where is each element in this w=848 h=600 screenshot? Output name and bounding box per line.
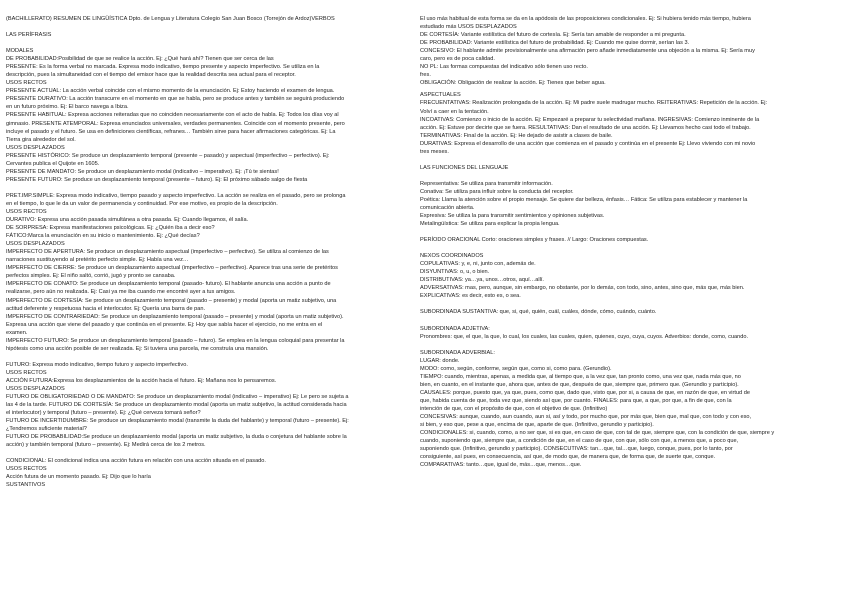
text-line: SUBORDINADA ADVERBIAL:	[420, 349, 495, 356]
text-line: Tierra gira alrededor del sol.	[6, 136, 76, 143]
text-line: cuando, suponiendo que, siempre que, a condición de que, en el caso de que, con que, sólo con que, a menos que, a poco que,	[420, 438, 739, 445]
text-section	[420, 349, 843, 470]
section-gap	[420, 341, 843, 349]
text-line: perfectos simples. Ej: El niño saltó, corrió, jugó y pronto se cansaba.	[6, 273, 176, 280]
text-line: NEXOS COORDINADOS	[420, 253, 484, 260]
text-line: bien, en cuanto, en el instante que, ahora que, antes de que, después de que, siempre que, primero que. (Gerundio y participio).	[420, 381, 739, 388]
text-line: El uso más habitual de esta forma se da en la apódosis de las proposiciones condicionales. Ej: Si hubiera tenido más tiempo, hubiera	[420, 16, 751, 22]
text-line: acción) y también temporal (futuro – presente). Ej: Medirá cerca de los 2 metros.	[6, 442, 206, 449]
text-line: consiguiente, así pues, en consecuencia, así que, de modo que, de manera que, de forma que, de suerte que, conque.	[420, 454, 716, 461]
text-line: DISYUNTIVAS: o, u, o bien.	[420, 269, 490, 276]
text-line: las 4 de la tarde. FUTURO DE CORTESÍA: Se produce un desplazamiento modal (aporta un matiz subjetivo, la actitud considerada hacia	[6, 402, 347, 409]
text-line: Expresa una acción que viene del pasado y que continúa en el presente. Ej: Hoy que sabía hacer el ejercicio, no me entra en el	[6, 321, 323, 328]
text-line: ACCIÓN FUTURA:Expresa los desplazamientos de la acción hacia el futuro. Ej: Mañana nos lo pensaremos.	[6, 377, 277, 384]
text-line: FÁTICO:Marca la enunciación en su inicio o mantenimiento. Ej: ¿Qué decías?	[6, 233, 200, 240]
text-line: Cervantes publica el Quijote en 1605.	[6, 160, 100, 167]
text-line: DURATIVO: Expresa una acción pasada simultánea a otra pasada. Ej: Cuando llegamos, él salía.	[6, 217, 249, 224]
section-gap	[420, 172, 843, 180]
text-line: FUTURO DE OBLIGATORIEDAD O DE MANDATO: Se produce un desplazamiento modal (indicativo – imperativo) Ej: Le pero se sujeta a	[6, 394, 349, 401]
text-line: USOS RECTOS	[6, 466, 47, 473]
section-gap	[6, 184, 419, 192]
text-line: Metalingüística: Se utiliza para explicar la propia lengua.	[420, 221, 560, 228]
text-line: Poética: Llama la atención sobre el propio mensaje. Se quiere dar belleza, énfasis… Fática: Se utiliza para establecer y mantener la	[420, 196, 748, 203]
text-line: LAS PERÍFRASIS	[6, 32, 52, 39]
text-section	[420, 15, 843, 87]
text-line: USOS DESPLAZADOS	[6, 241, 65, 248]
text-line: estudiado más USOS DESPLAZADOS	[420, 24, 517, 31]
text-section	[420, 164, 843, 172]
text-line: CAUSALES: porque, puesto que, ya que, pues, como que, dado que, visto que, por si, a causa de que, en razón de que, en virtud de	[420, 389, 750, 396]
section-gap	[420, 228, 843, 236]
text-line: IMPERFECTO DE CIERRE: Se produce un desplazamiento aspectual (imperfectivo – perfectivo). Aparece tras una serie de pretéritos	[6, 265, 338, 272]
text-line: tres meses.	[420, 148, 449, 155]
text-line: Pronombres: que, el que, la que, lo cual, los cuales, las cuales, quien, quienes, cuyo, cuya, cuyos. Adverbios: donde, como, cuando.	[420, 333, 749, 340]
text-section	[420, 236, 843, 244]
text-section	[6, 361, 419, 450]
text-line: actitud deferente y respetuosa hacia el interlocutor. Ej: Quería una barra de pan.	[6, 305, 206, 312]
text-section	[6, 47, 419, 184]
text-line: ¿Tendremos suficiente material?	[6, 426, 87, 433]
text-line: CONDICIONAL: El condicional indica una acción futura en relación con una acción situada en el pasado.	[6, 458, 266, 465]
text-line: MODO: como, según, conforme, según que, como si, como para. (Gerundio).	[420, 365, 612, 372]
text-line: PRESENTE: Es la forma verbal no marcada. Expresa modo indicativo, tiempo presente y aspecto imperfectivo. Se utiliza en la	[6, 64, 320, 71]
section-gap	[420, 156, 843, 164]
text-line: FRECUENTATIVAS: Realización prolongada de la acción. Ej: Mi padre suele madrugar mucho. REITERATIVAS: Repetición de la acción. Ej:	[420, 100, 768, 107]
text-line: comunicación abierta.	[420, 204, 475, 211]
text-line: DE SORPRESA: Expresa manifestaciones psicológicas. Ej: ¿Quién iba a decir eso?	[6, 225, 215, 232]
text-line: DISTRIBUTIVAS: ya…ya, unos…otros, aquí…allí.	[420, 277, 544, 284]
text-line: DE PROBABILIDAD:Posibilidad de que se realice la acción. Ej: ¿Qué hará ahí? Tienen que ser cerca de las	[6, 56, 274, 63]
text-line: examen.	[6, 329, 28, 336]
text-line: CONCESIVO: El hablante admite provisionalmente una afirmación pero añade inmediatamente una objeción a la misma. Ej: Sería muy	[420, 48, 755, 55]
text-line: realizarse, pero aún no realizada. Ej: Casi ya me iba cuando me encontré ayer a tus amigos.	[6, 289, 236, 296]
text-line: MODALES	[6, 48, 34, 55]
text-line: IMPERFECTO FUTURO: Se produce un desplazamiento temporal (pasado – futuro). Se emplea en la lengua coloquial para presentar la	[6, 337, 345, 344]
text-line: ASPECTUALES	[420, 92, 461, 99]
text-line: PRESENTE DE MANDATO: Se produce un desplazamiento modal (indicativo – imperativo). Ej: ¡Tú te sientas!	[6, 168, 279, 175]
text-section	[420, 180, 843, 228]
text-line: USOS RECTOS	[6, 80, 47, 87]
text-section	[6, 15, 419, 23]
text-line: IMPERFECTO DE CONTRARIEDAD: Se produce un desplazamiento temporal (pasado – presente) y modal (aporta un matiz subjetivo).	[6, 313, 344, 320]
text-line: en el tiempo, lo que le da un valor de permanencia y continuidad. Por ese motivo, es propio de la descripción.	[6, 200, 278, 207]
text-line: USOS DESPLAZADOS	[6, 144, 65, 151]
text-line: SUSTANTIVOS	[6, 482, 46, 489]
section-gap	[420, 300, 843, 308]
text-line: si bien, y eso que, pese a que, encima de que, aparte de que. (Infinitivo, gerundio y participio).	[420, 422, 654, 429]
text-line: CONCESIVAS: aunque, cuando, aun cuando, aun si, así y todo, por mucho que, por más que, bien que, mal que, con todo y con eso,	[420, 413, 752, 420]
section-gap	[6, 39, 419, 47]
text-section	[420, 91, 843, 155]
text-line: OBLIGACIÓN: Obligación de realizar la acción. Ej: Tienes que beber agua.	[420, 80, 606, 87]
text-line: acción. Ej: Estuve por decirte que se fuera. RESULTATIVAS: Dan el resultado de una acción. Ej: Llevamos hecho casi todo el trabajo.	[420, 124, 751, 131]
text-line: descripción, pues la simultaneidad con el tiempo del emisor hace que la realidad descrita sea actual para el receptor.	[6, 72, 296, 79]
text-line: suponiendo que. (Infinitivo, gerundio y participio). CONSECUTIVAS: tan…que, tal…que, luego, conque, pues, por lo tanto, por	[420, 446, 733, 453]
text-line: incluye el pasado y el futuro. Se usa en definiciones científicas, refranes… También sirve para hacer afirmaciones categóricas. Ej: La	[6, 128, 336, 135]
text-line: TERMINATIVAS: Final de la acción. Ej: He dejado de asistir a clases de baile.	[420, 132, 613, 139]
text-line: PRESENTE HISTÓRICO: Se produce un desplazamiento temporal (presente – pasado) y aspectual (imperfectivo – perfectivo). Ej:	[6, 152, 330, 159]
text-line: DE CORTESÍA: Variante estilística del futuro de cortesía. Ej: Sería tan amable de responder a mi pregunta.	[420, 32, 686, 39]
text-line: intención de que, con el propósito de que, con el objetivo de que. (Infinitivo)	[420, 405, 608, 412]
text-line: FUTURO DE PROBABILIDAD:Se produce un desplazamiento modal (aporta un matiz subjetivo, la duda o conjetura del hablante sobre la	[6, 434, 347, 441]
section-gap	[420, 317, 843, 325]
text-line: PERÍODO ORACIONAL Corto: oraciones simples y frases. // Largo: Oraciones compuestas.	[420, 237, 649, 244]
text-line: hipótesis como una acción posible de ser realizada. Ej: Si tuviera una parcela, me construía una mansión.	[6, 345, 269, 352]
text-line: DURATIVAS: Expresa el desarrollo de una acción que comienza en el pasado y continúa en el presente Ej: Llevo viviendo con mi novio	[420, 140, 756, 147]
section-gap	[6, 23, 419, 31]
text-line: CONDICIONALES: si, cuando, como, a no ser que, si es que, en caso de que, con tal de que, siempre que, con la condición de que, siempre y	[420, 430, 775, 437]
text-line: FUTURO: Expresa modo indicativo, tiempo futuro y aspecto imperfectivo.	[6, 361, 188, 368]
text-line: Conativa: Se utiliza para influir sobre la conducta del receptor.	[420, 188, 574, 195]
text-line: fres.	[420, 72, 431, 79]
section-gap	[6, 353, 419, 361]
text-line: SUBORDINADA ADJETIVA:	[420, 325, 490, 332]
text-line: IMPERFECTO DE CORTESÍA: Se produce un desplazamiento temporal (pasado – presente) y modal (aporta un matiz subjetivo, una	[6, 297, 337, 304]
text-line: el interlocutor) y temporal (futuro – presente). Ej: ¿Qué cerveza tomará señor?	[6, 410, 201, 417]
text-section	[6, 192, 419, 353]
text-line: narraciones sustituyendo al pretérito perfecto simple. Ej: Había una vez…	[6, 257, 189, 264]
text-section	[6, 457, 419, 489]
text-section	[420, 325, 843, 341]
text-line: USOS RECTOS	[6, 208, 47, 215]
section-gap	[6, 449, 419, 457]
text-line: Representativa: Se utiliza para transmitir información.	[420, 180, 553, 187]
text-line: SUBORDINADA SUSTANTIVA: que, si, qué, quién, cuál, cuáles, dónde, cómo, cuándo, cuánto.	[420, 309, 657, 316]
text-line: LUGAR: donde.	[420, 357, 460, 364]
text-line: TIEMPO: cuando, mientras, apenas, a medida que, al tiempo que, a la vez que, tan pronto como, una vez que, nada más que, no	[420, 373, 741, 380]
text-line: que, habida cuenta de que, toda vez que, siendo así que, por cuanto. FINALES: para que, a que, por que, a fin de que, con la	[420, 397, 732, 404]
text-line: NO PL: Las formas compuestas del indicativo sólo tienen uso recto.	[420, 64, 588, 71]
left-column	[6, 15, 419, 490]
text-line: PRESENTE ACTUAL: La acción verbal coincide con el mismo momento de la enunciación. Ej: Estoy haciendo el examen de lengua.	[6, 88, 335, 95]
text-line: IMPERFECTO DE CONATO: Se produce un desplazamiento temporal (pasado- futuro). El hablante anuncia una acción a punto de	[6, 281, 331, 288]
text-line: Volví a caer en la tentación.	[420, 108, 489, 115]
text-line: ADVERSATIVAS: mas, pero, aunque, sin embargo, no obstante, por lo demás, con todo, sino, antes, sino que, más que, más bien.	[420, 285, 745, 292]
text-line: (BACHILLERATO) RESUMEN DE LINGÜÍSTICA Dpto. de Lengua y Literatura Colegio San Juan Bosco (Torrejón de Ardoz)VERBOS	[6, 16, 335, 22]
right-column	[420, 15, 843, 469]
text-line: en un futuro próximo. Ej: El barco navega a Ibiza.	[6, 104, 129, 111]
text-line: IMPERFECTO DE APERTURA: Se produce un desplazamiento aspectual (imperfectivo – perfectivo). Se utiliza al comienzo de las	[6, 249, 329, 256]
text-line: COMPARATIVAS: tanto…que, igual de, más…que, menos…que.	[420, 462, 582, 469]
text-section	[420, 252, 843, 300]
text-section	[420, 308, 843, 316]
section-gap	[420, 244, 843, 252]
text-line: PRESENTE HABITUAL: Expresa acciones reiteradas que no coinciden necesariamente con el acto de habla. Ej: Todos los días voy al	[6, 112, 339, 119]
text-line: PRESENTE FUTURO: Se produce un desplazamiento temporal (presente – futuro). Ej: El próximo sábado salgo de fiesta	[6, 176, 308, 183]
text-line: LAS FUNCIONES DEL LENGUAJE	[420, 164, 509, 171]
text-line: DE PROBABILIDAD: Variante estilística del futuro de probabilidad. Ej: Cuando me quise dormir, serían las 3.	[420, 40, 690, 47]
text-line: COPULATIVAS: y, e, ni, junto con, además de.	[420, 261, 536, 268]
text-line: FUTURO DE INCERTIDUMBRE: Se produce un desplazamiento modal (transmite la duda del hablante) y temporal (futuro – presente). Ej:	[6, 418, 349, 425]
text-line: EXPLICATIVAS: es decir, esto es, o sea.	[420, 293, 521, 300]
text-line: INCOATIVAS: Comienzo o inicio de la acción. Ej: Empezaré a preparar tu selectividad mañana. INGRESIVAS: Comienzo inminente de la	[420, 116, 760, 123]
text-section	[6, 31, 419, 39]
text-line: USOS RECTOS	[6, 369, 47, 376]
text-line: Expresiva: Se utiliza la para transmitir sentimientos y opiniones subjetivas.	[420, 213, 605, 220]
text-line: Acción futura de un momento pasado. Ej: Dijo que lo haría	[6, 474, 151, 481]
text-line: caro, pero es de poca calidad.	[420, 56, 495, 63]
text-line: PRET.IMP.SIMPLE: Expresa modo indicativo, tiempo pasado y aspecto imperfectivo. La acción se realiza en el pasado, pero se prolonga	[6, 192, 346, 199]
text-line: PRESENTE DURATIVO: La acción transcurre en el momento en que se habla, pero se produce antes y también se seguirá produciendo	[6, 96, 345, 103]
text-line: gimnasio. PRESENTE ATEMPORAL: Expresa enunciados universales, verdades permanentes. Coincide con el momento presente, pero	[6, 120, 345, 127]
text-line: USOS DESPLAZADOS	[6, 385, 65, 392]
